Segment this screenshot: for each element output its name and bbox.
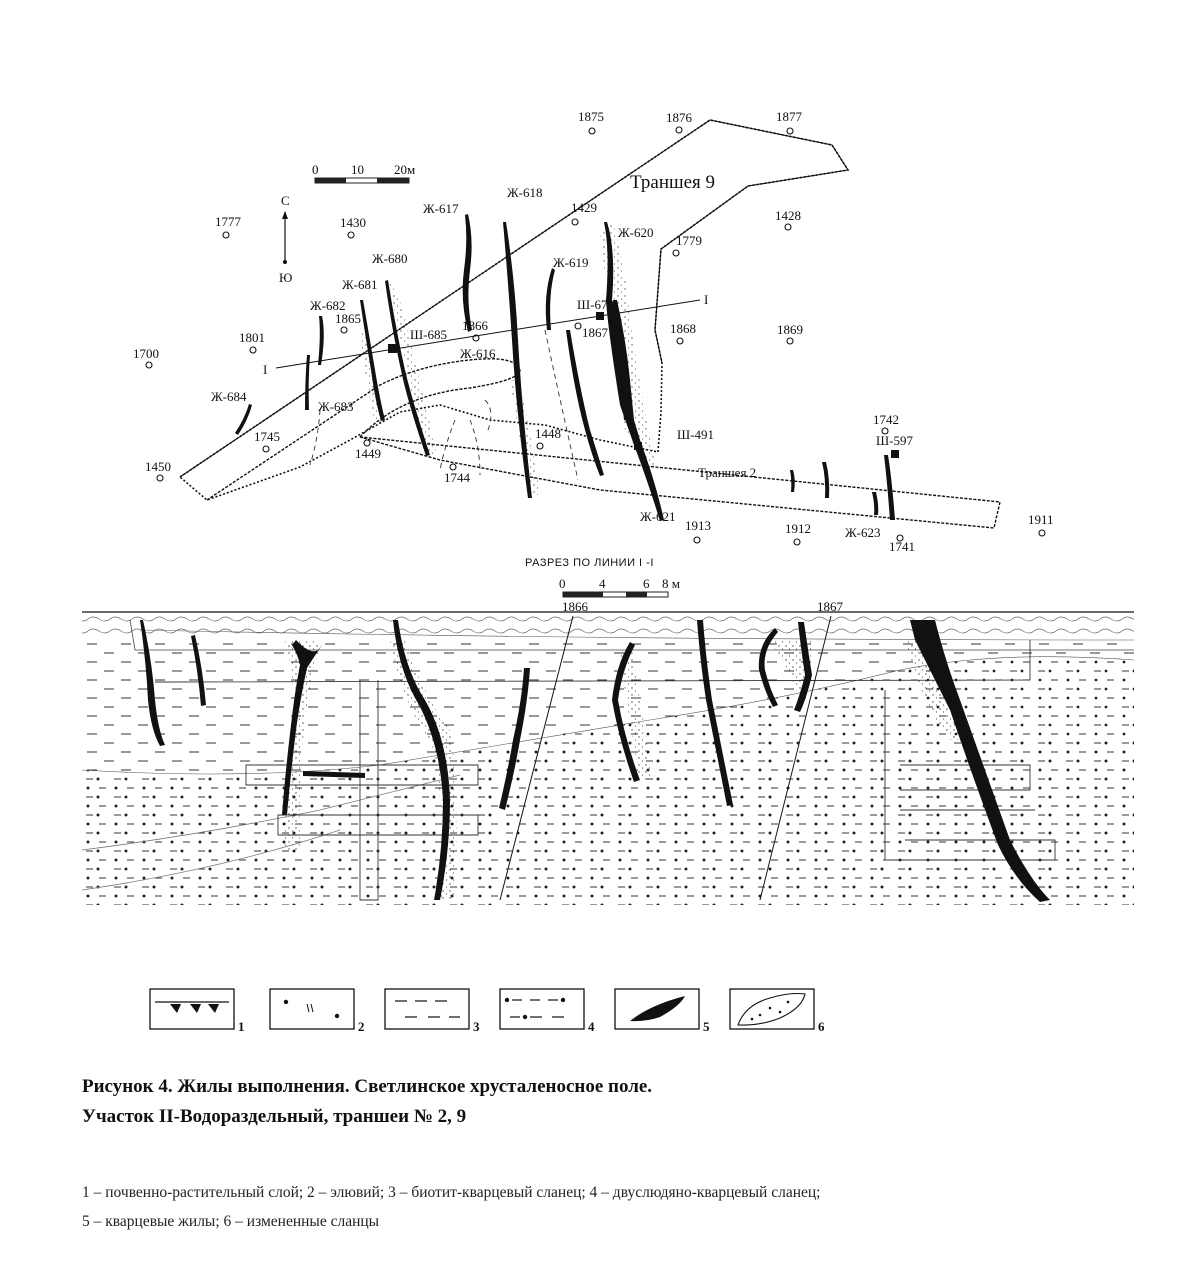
- legend-item-altered-schist: [730, 989, 825, 1034]
- point-label: 1450: [145, 459, 171, 474]
- point-label: 1429: [571, 200, 597, 215]
- trench-9-label: Траншея 9: [630, 172, 716, 193]
- figure-caption: [82, 1072, 1142, 1132]
- point-label: 1877: [776, 109, 802, 124]
- section-scale-label: 6: [643, 576, 650, 591]
- section-scale-label: 4: [599, 576, 606, 591]
- map-scale-bar: [312, 162, 415, 183]
- point-label: 1801: [239, 330, 265, 345]
- vein-label: Ж-684: [211, 389, 247, 404]
- point-label: 1913: [685, 518, 711, 533]
- point-label: 1866: [462, 318, 488, 333]
- legend-description-line-1: 1 – почвенно-растительный слой; 2 – элювий; 3 – биотит-кварцевый сланец; 4 – двуслюдяно-кварцевый сланец;: [82, 1184, 821, 1201]
- point-label: 1449: [355, 446, 381, 461]
- caption-line-2: Участок II-Водораздельный, траншеи № 2, 9: [82, 1106, 467, 1127]
- north-label: С: [281, 193, 290, 208]
- point-label: 1777: [215, 214, 241, 229]
- north-arrow: [279, 193, 292, 285]
- south-label: Ю: [279, 270, 293, 285]
- point-label: 1700: [133, 346, 159, 361]
- shaft-label: Ш-597: [876, 433, 913, 448]
- trench-2-label: Траншея 2: [698, 465, 757, 480]
- section-scale-label: 8 м: [662, 576, 680, 591]
- legend-number: 6: [818, 1019, 825, 1034]
- section-scale-bar: [559, 576, 680, 597]
- point-label: 1868: [670, 321, 696, 336]
- legend-item-quartz-vein: [615, 989, 710, 1034]
- point-label: 1428: [775, 208, 801, 223]
- section-title: РАЗРЕЗ ПО ЛИНИИ I -I: [525, 557, 654, 569]
- caption-line-1: Рисунок 4. Жилы выполнения. Светлинское хрусталеносное поле.: [82, 1076, 653, 1097]
- point-label: 1865: [335, 311, 361, 326]
- point-label: 1869: [777, 322, 803, 337]
- section-borehole-label: 1867: [817, 599, 843, 614]
- point-label: 1742: [873, 412, 899, 427]
- map-scale-label-10: 10: [351, 162, 364, 177]
- layer-soil: [82, 612, 1134, 634]
- legend-item-two-mica-schist: [500, 989, 595, 1034]
- legend-number: 1: [238, 1019, 245, 1034]
- shaft-label: Ш-491: [677, 427, 714, 442]
- vein-label: Ж-623: [845, 525, 881, 540]
- vein-label: Ж-616: [460, 346, 496, 361]
- legend: [150, 989, 825, 1034]
- vein-label: Ж-621: [640, 509, 676, 524]
- point-label: 1911: [1028, 512, 1054, 527]
- point-label: 1779: [676, 233, 702, 248]
- legend-number: 5: [703, 1019, 710, 1034]
- point-label: 1741: [889, 539, 915, 554]
- legend-description: [82, 1178, 1162, 1236]
- vein-label: Ж-681: [342, 277, 378, 292]
- legend-item-biotite-schist: [385, 989, 480, 1034]
- legend-number: 2: [358, 1019, 365, 1034]
- vein-label: Ж-680: [372, 251, 408, 266]
- map-scale-label-20: 20м: [394, 162, 416, 177]
- point-label: 1876: [666, 110, 692, 125]
- point-labels: [133, 109, 1054, 554]
- legend-number: 3: [473, 1019, 480, 1034]
- vein-label: Ж-683: [318, 399, 354, 414]
- shaft-label: Ш-685: [410, 327, 447, 342]
- point-label: 1430: [340, 215, 366, 230]
- vein-label: Ж-619: [553, 255, 589, 270]
- section-line-label-right: I: [704, 292, 709, 307]
- vein-label: Ж-618: [507, 185, 543, 200]
- point-label: 1448: [535, 426, 561, 441]
- legend-item-soil: [150, 989, 245, 1034]
- legend-description-line-2: 5 – кварцевые жилы; 6 – измененные сланцы: [82, 1213, 380, 1230]
- point-label: 1875: [578, 109, 604, 124]
- section-scale-label: 0: [559, 576, 566, 591]
- point-label: 1867: [582, 325, 608, 340]
- vein-label: Ж-682: [310, 298, 346, 313]
- legend-item-eluvium: [270, 989, 365, 1034]
- section-line-label-left: I: [263, 362, 268, 377]
- point-label: 1912: [785, 521, 811, 536]
- vein-label: Ж-620: [618, 225, 654, 240]
- point-label: 1745: [254, 429, 280, 444]
- section-borehole-label: 1866: [562, 599, 588, 614]
- cross-section: [82, 557, 1134, 905]
- shaft-label: Ш-679: [577, 297, 614, 312]
- vein-label: Ж-617: [423, 201, 459, 216]
- legend-number: 4: [588, 1019, 595, 1034]
- plan-map: [133, 109, 1054, 554]
- map-scale-label-0: 0: [312, 162, 319, 177]
- point-label: 1744: [444, 470, 470, 485]
